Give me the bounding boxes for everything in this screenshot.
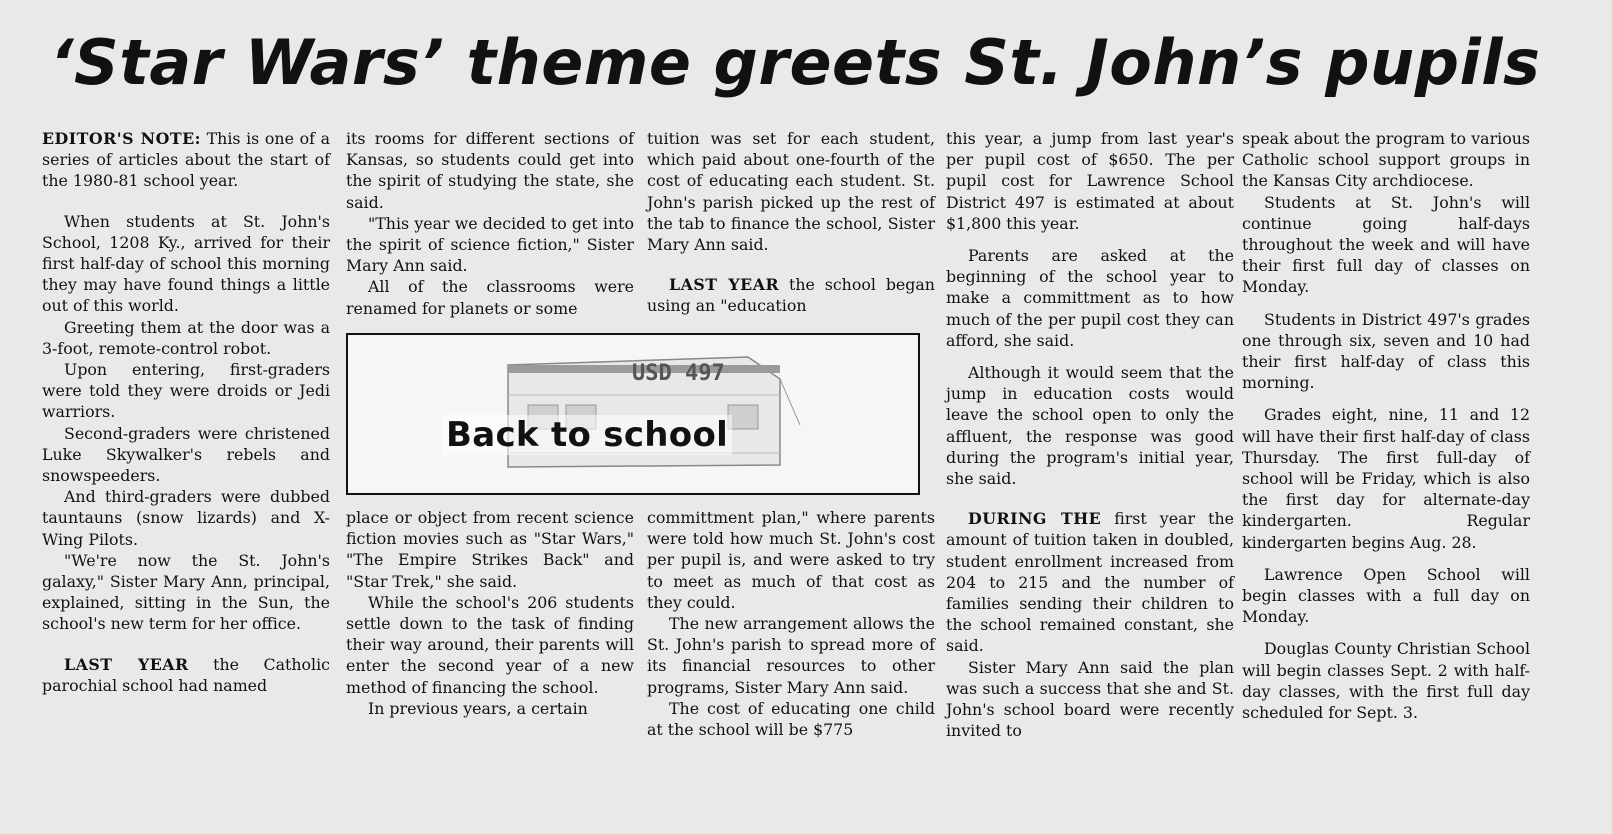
- article-column-5: [1242, 128, 1530, 723]
- headline: ‘Star Wars’ theme greets St. John’s pupils: [50, 26, 1541, 99]
- paragraph: Greeting them at the door was a 3-foot, remote-control robot.: [42, 317, 330, 358]
- school-sign: USD 497: [632, 361, 725, 386]
- paragraph: Parents are asked at the beginning of the school year to make a committment as to how much of the per pupil cost they can afford, she said.: [946, 246, 1234, 350]
- back-to-school-photo: [346, 333, 920, 495]
- paragraph: its rooms for different sections of Kansas, so students could get into the spirit of studying the state, she said.: [346, 129, 634, 212]
- editors-note: [42, 128, 330, 192]
- article-column-3-top: [647, 128, 935, 317]
- paragraph-text: first year the amount of tuition taken in doubled, student enrollment increased from 204 to 215 and the number of families sending their children to the school remained constant, she said.: [946, 509, 1234, 656]
- paragraph: All of the classrooms were renamed for planets or some: [346, 277, 634, 318]
- paragraph: [946, 508, 1234, 656]
- editors-note-label: EDITOR'S NOTE:: [42, 129, 201, 148]
- article-column-3-bottom: [647, 507, 935, 740]
- paragraph-text: the Catholic parochial school had named: [42, 654, 330, 695]
- paragraph: [647, 274, 935, 316]
- paragraph: In previous years, a certain: [368, 698, 588, 718]
- paragraph: Douglas County Christian School will begin classes Sept. 2 with half-day classes, with the first full day scheduled for Sept. 3.: [1242, 639, 1530, 723]
- paragraph: "We're now the St. John's galaxy," Sister Mary Ann, principal, explained, sitting in the Sun, the school's new term for her office.: [42, 550, 330, 634]
- paragraph: Students at St. John's will continue going half-days throughout the week and will have their first full day of classes on Monday.: [1242, 192, 1530, 297]
- article-column-4: [946, 128, 1234, 741]
- paragraph: committment plan," where parents were told how much St. John's cost per pupil is, and were asked to try to meet as much of that cost as they could.: [647, 508, 935, 612]
- paragraph: Students in District 497's grades one through six, seven and 10 had their first half-day of class this morning.: [1242, 309, 1530, 393]
- paragraph: Sister Mary Ann said the plan was such a success that she and St. John's school board were recently invited to: [946, 657, 1234, 741]
- article-column-2-top: [346, 128, 634, 319]
- paragraph: place or object from recent science fiction movies such as "Star Wars," "The Empire Strikes Back" and "Star Trek," she said.: [346, 508, 634, 591]
- paragraph-text: the school began using an "education: [647, 275, 935, 316]
- editors-note-text: This is one of a series of articles about the start of the 1980-81 school year.: [42, 129, 330, 191]
- paragraph: speak about the program to various Catholic school support groups in the Kansas City archdiocese.: [1242, 129, 1530, 191]
- paragraph: When students at St. John's School, 1208 Ky., arrived for their first half-day of school this morning they may have found things a little out of this world.: [42, 211, 330, 316]
- paragraph: While the school's 206 students settle down to the task of finding their way around, their parents will enter the second year of a new method of financing the school.: [346, 592, 634, 697]
- paragraph: tuition was set for each student, which paid about one-fourth of the cost of educating each student. St. John's parish picked up the rest of the tab to finance the school, Sister Mary Ann said.: [647, 129, 935, 255]
- paragraph: Second-graders were christened Luke Skywalker's rebels and snowspeeders.: [42, 423, 330, 486]
- paragraph: Grades eight, nine, 11 and 12 will have their first half-day of class Thursday. The first full-day of school will be Friday, which is also the first day for alternate-day kindergarten. Regular kindergarten begins Aug. 28.: [1242, 405, 1530, 552]
- paragraph: The new arrangement allows the St. John's parish to spread more of its financial resources to other programs, Sister Mary Ann said.: [647, 614, 935, 697]
- article-column-2-bottom: [346, 507, 634, 719]
- paragraph: Upon entering, first-graders were told they were droids or Jedi warriors.: [42, 360, 330, 422]
- paragraph: "This year we decided to get into the spirit of science fiction," Sister Mary Ann said.: [346, 213, 634, 276]
- subhead-lead: DURING THE: [968, 509, 1102, 529]
- subhead-lead: LAST YEAR: [64, 654, 189, 674]
- paragraph: Although it would seem that the jump in education costs would leave the school open to only the affluent, the response was good during the program's initial year, she said.: [946, 363, 1234, 489]
- photo-caption: Back to school: [442, 415, 732, 455]
- paragraph: And third-graders were dubbed tauntauns (snow lizards) and X-Wing Pilots.: [42, 487, 330, 549]
- paragraph: this year, a jump from last year's per pupil cost of $650. The per pupil cost for Lawrence School District 497 is estimated at about $1,800 this year.: [946, 129, 1234, 233]
- paragraph: [42, 654, 330, 696]
- paragraph: Lawrence Open School will begin classes with a full day on Monday.: [1242, 564, 1530, 627]
- article-column-1: [42, 128, 330, 696]
- paragraph: The cost of educating one child at the school will be $775: [647, 698, 935, 740]
- school-building-illustration: [348, 335, 918, 493]
- subhead-lead: LAST YEAR: [669, 275, 780, 295]
